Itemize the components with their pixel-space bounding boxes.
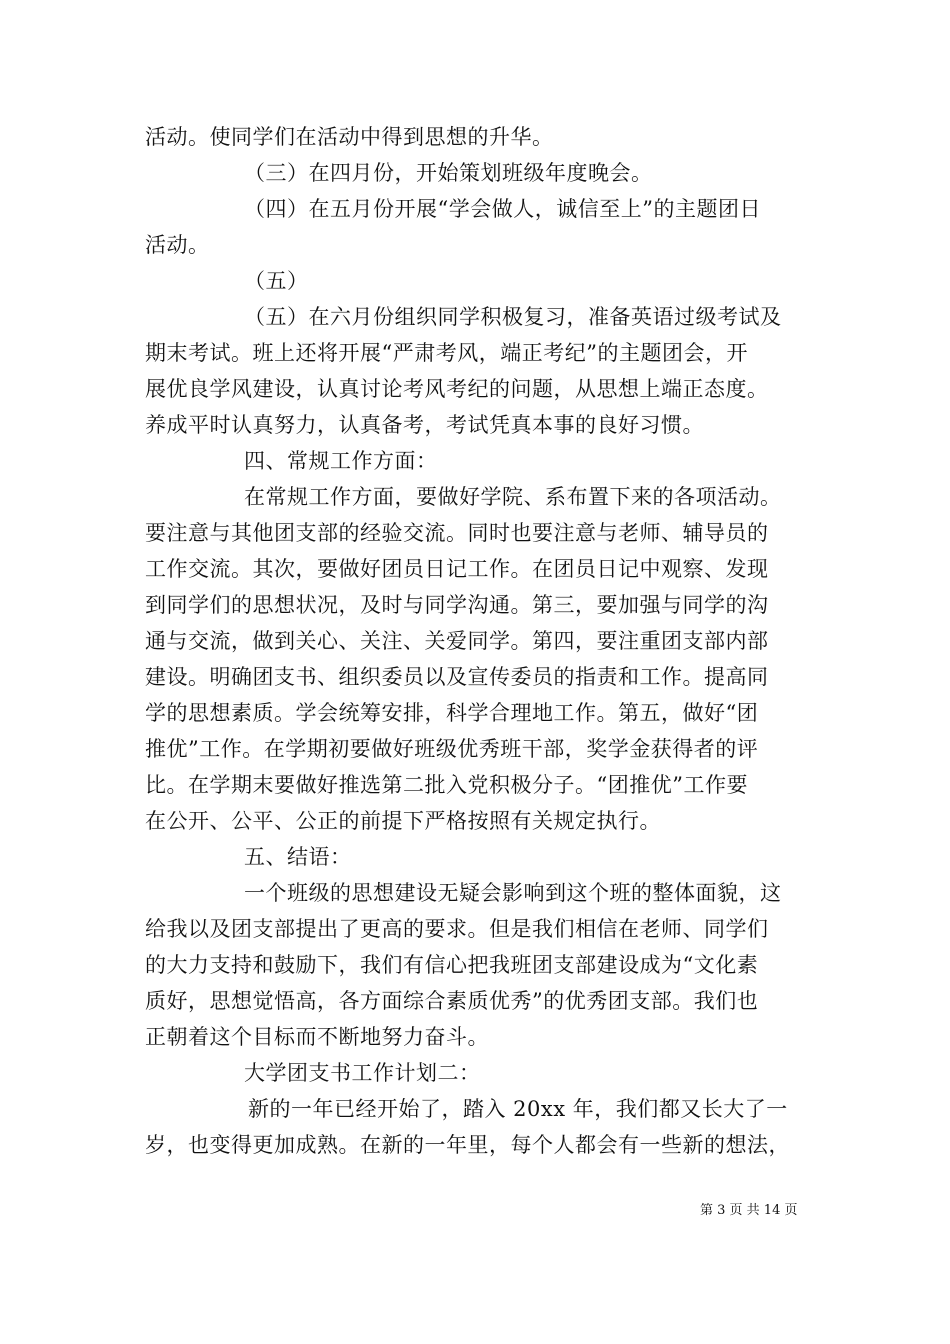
paragraph-line-20: 在公开、公平、公正的前提下严格按照有关规定执行。	[145, 809, 661, 833]
paragraph-line-25: 质好，思想觉悟高，各方面综合素质优秀”的优秀团支部。我们也	[145, 989, 759, 1013]
paragraph-line-5: （五）	[244, 269, 309, 293]
paragraph-line-14: 到同学们的思想状况，及时与同学沟通。第三，要加强与同学的沟	[145, 593, 769, 617]
paragraph-line-22: 一个班级的思想建设无疑会影响到这个班的整体面貌，这	[244, 881, 782, 905]
paragraph-line-16: 建设。明确团支书、组织委员以及宣传委员的指责和工作。提高同	[145, 665, 769, 689]
paragraph-line-24: 的大力支持和鼓励下，我们有信心把我班团支部建设成为“文化素	[145, 953, 759, 977]
section-heading-5: 五、结语：	[244, 845, 352, 869]
paragraph-line-8: 展优良学风建设，认真讨论考风考纪的问题，从思想上端正态度。	[145, 377, 769, 401]
paragraph-line-13: 工作交流。其次，要做好团员日记工作。在团员日记中观察、发现	[145, 557, 769, 581]
paragraph-line-3: （四）在五月份开展“学会做人，诚信至上”的主题团日	[244, 197, 761, 221]
paragraph-line-28: 新的一年已经开始了，踏入 20xx 年，我们都又长大了一	[248, 1097, 788, 1121]
section-heading-4: 四、常规工作方面：	[244, 449, 438, 473]
section-heading-plan-2: 大学团支书工作计划二：	[244, 1061, 481, 1085]
paragraph-line-26: 正朝着这个目标而不断地努力奋斗。	[145, 1025, 489, 1049]
paragraph-line-23: 给我以及团支部提出了更高的要求。但是我们相信在老师、同学们	[145, 917, 769, 941]
paragraph-line-19: 比。在学期末要做好推选第二批入党积极分子。“团推优”工作要	[145, 773, 748, 797]
paragraph-line-9: 养成平时认真努力，认真备考，考试凭真本事的良好习惯。	[145, 413, 704, 437]
paragraph-line-17: 学的思想素质。学会统筹安排，科学合理地工作。第五，做好“团	[145, 701, 759, 725]
paragraph-line-15: 通与交流，做到关心、关注、关爱同学。第四，要注重团支部内部	[145, 629, 769, 653]
paragraph-line-18: 推优”工作。在学期初要做好班级优秀班干部，奖学金获得者的评	[145, 737, 759, 761]
paragraph-line-6: （五）在六月份组织同学积极复习，准备英语过级考试及	[244, 305, 782, 329]
page-number-footer: 第 3 页 共 14 页	[700, 1203, 798, 1218]
paragraph-line-11: 在常规工作方面，要做好学院、系布置下来的各项活动。	[244, 485, 782, 509]
paragraph-line-7: 期末考试。班上还将开展“严肃考风，端正考纪”的主题团会，开	[145, 341, 748, 365]
paragraph-line-12: 要注意与其他团支部的经验交流。同时也要注意与老师、辅导员的	[145, 521, 769, 545]
paragraph-line-4: 活动。	[145, 233, 210, 257]
paragraph-line-29: 岁，也变得更加成熟。在新的一年里，每个人都会有一些新的想法，	[145, 1133, 790, 1157]
paragraph-line-2: （三）在四月份，开始策划班级年度晚会。	[244, 161, 653, 185]
paragraph-line-1: 活动。使同学们在活动中得到思想的升华。	[145, 125, 554, 149]
